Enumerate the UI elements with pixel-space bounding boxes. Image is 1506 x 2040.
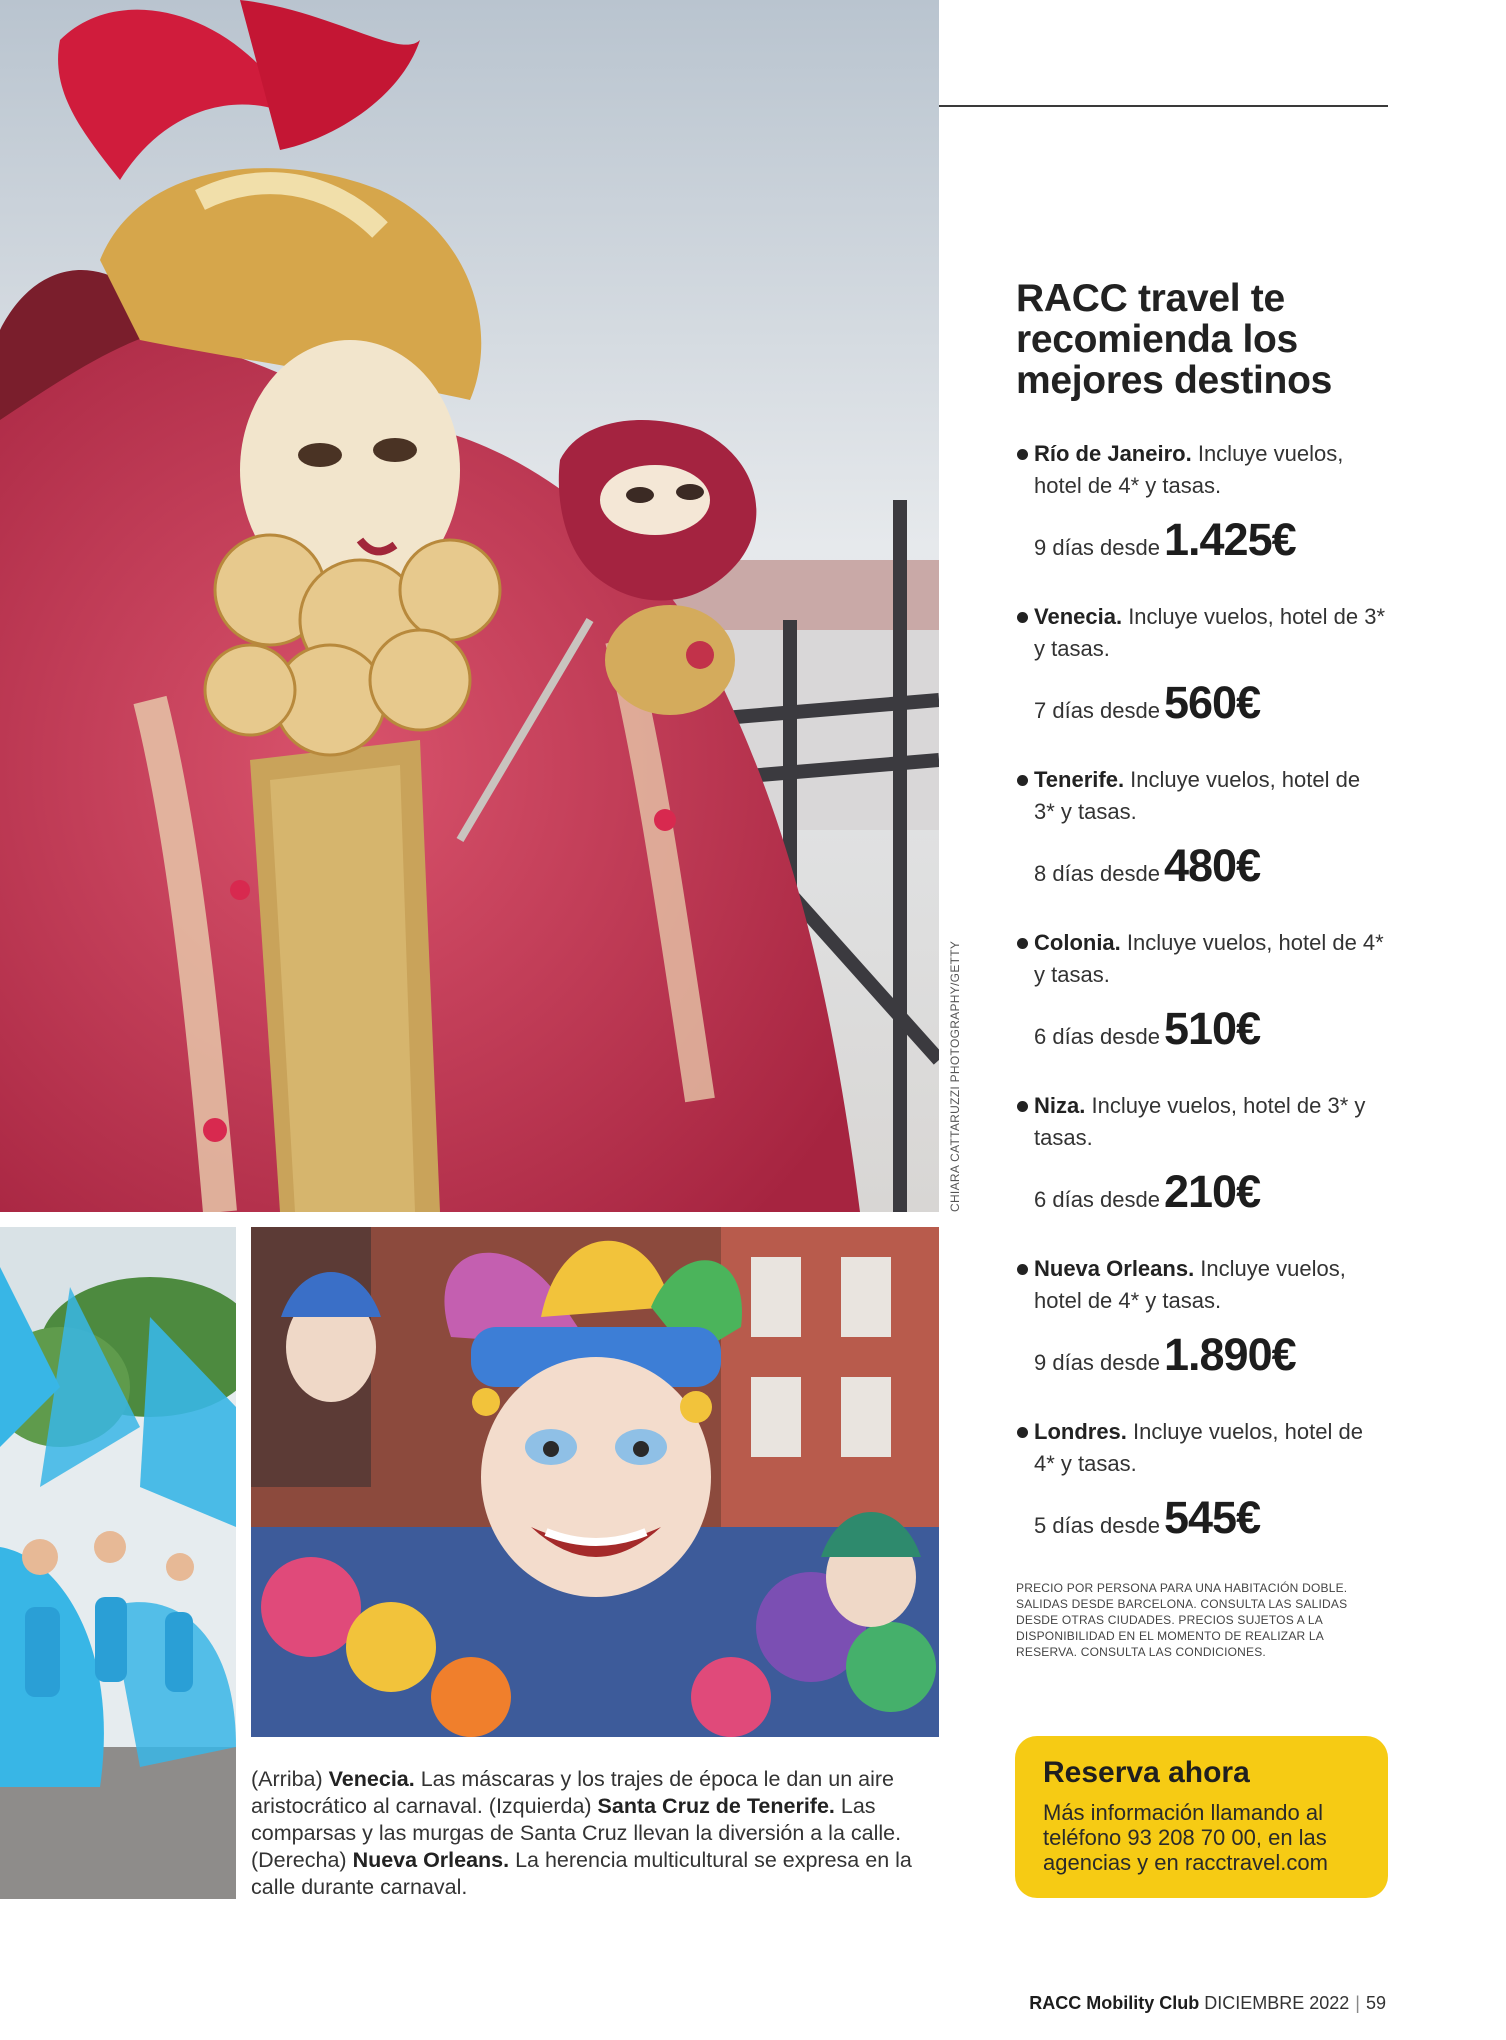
destination-description bbox=[1016, 601, 1386, 665]
destination-price-line bbox=[1016, 1492, 1386, 1544]
photo-venice-carnival bbox=[0, 0, 939, 1212]
destination-description bbox=[1016, 764, 1386, 828]
destination-rio bbox=[1016, 438, 1386, 566]
destination-price-line bbox=[1016, 1329, 1386, 1381]
destination-description bbox=[1016, 1090, 1386, 1154]
destination-desc-text: Incluye vuelos, hotel de 3* y tasas. bbox=[1034, 1093, 1366, 1150]
bullet-icon bbox=[1017, 775, 1028, 786]
caption-text-3: La herencia multicultural se expresa en la calle durante carnaval. bbox=[251, 1848, 912, 1899]
destination-name: Niza. bbox=[1034, 1093, 1086, 1118]
photo-tenerife-carnival bbox=[0, 1227, 236, 1899]
destination-venecia bbox=[1016, 601, 1386, 729]
page-footer bbox=[1029, 1993, 1386, 2014]
bullet-icon bbox=[1017, 612, 1028, 623]
destination-price: 1.890€ bbox=[1163, 1329, 1296, 1380]
destination-days: 9 días desde bbox=[1034, 535, 1160, 560]
destination-price: 560€ bbox=[1163, 677, 1261, 728]
destination-nueva-orleans bbox=[1016, 1253, 1386, 1381]
nola-jester-illustration bbox=[251, 1227, 939, 1737]
destination-desc-text: Incluye vuelos, hotel de 4* y tasas. bbox=[1034, 441, 1344, 498]
cta-text: Más información llamando al teléfono 93 208 70 00, en las agencias y en racctravel.com bbox=[1043, 1800, 1328, 1875]
destination-days: 5 días desde bbox=[1034, 1513, 1160, 1538]
destination-days: 9 días desde bbox=[1034, 1350, 1160, 1375]
destination-name: Río de Janeiro. bbox=[1034, 441, 1192, 466]
bullet-icon bbox=[1017, 1101, 1028, 1112]
tenerife-dancers-illustration bbox=[0, 1227, 236, 1899]
venice-mask-illustration bbox=[0, 0, 939, 1212]
destination-description bbox=[1016, 1253, 1386, 1317]
destination-description bbox=[1016, 438, 1386, 502]
caption-place-nueva-orleans: Nueva Orleans. bbox=[352, 1848, 510, 1872]
destination-price-line bbox=[1016, 677, 1386, 729]
caption-text-2: Las comparsas y las murgas de Santa Cruz llevan la diversión a la calle. (Derecha) bbox=[251, 1794, 902, 1872]
destination-price-line bbox=[1016, 1166, 1386, 1218]
destination-price: 480€ bbox=[1163, 840, 1261, 891]
cta-title: Reserva ahora bbox=[1043, 1756, 1250, 1789]
caption-place-tenerife: Santa Cruz de Tenerife. bbox=[597, 1794, 835, 1818]
destination-price-line bbox=[1016, 514, 1386, 566]
destination-description bbox=[1016, 927, 1386, 991]
footer-separator: | bbox=[1355, 1993, 1360, 2013]
sidebar-title: RACC travel te recomienda los mejores destinos bbox=[1016, 277, 1332, 402]
destination-days: 8 días desde bbox=[1034, 861, 1160, 886]
bullet-icon bbox=[1017, 449, 1028, 460]
reserva-ahora-box bbox=[1015, 1736, 1388, 1898]
destination-days: 6 días desde bbox=[1034, 1024, 1160, 1049]
destination-price-line bbox=[1016, 840, 1386, 892]
caption-text-1: Las máscaras y los trajes de época le dan un aire aristocrático al carnaval. (Izquierda) bbox=[251, 1767, 894, 1818]
destination-name: Tenerife. bbox=[1034, 767, 1125, 792]
destination-days: 7 días desde bbox=[1034, 698, 1160, 723]
photo-nueva-orleans-carnival bbox=[251, 1227, 939, 1737]
bullet-icon bbox=[1017, 1264, 1028, 1275]
destination-name: Venecia. bbox=[1034, 604, 1123, 629]
footer-brand: RACC Mobility Club bbox=[1029, 1993, 1200, 2013]
destination-desc-text: Incluye vuelos, hotel de 4* y tasas. bbox=[1034, 1419, 1363, 1476]
bullet-icon bbox=[1017, 938, 1028, 949]
page-number: 59 bbox=[1365, 1993, 1386, 2013]
destination-tenerife bbox=[1016, 764, 1386, 892]
bullet-icon bbox=[1017, 1427, 1028, 1438]
destination-desc-text: Incluye vuelos, hotel de 4* y tasas. bbox=[1034, 930, 1384, 987]
destination-desc-text: Incluye vuelos, hotel de 3* y tasas. bbox=[1034, 604, 1386, 661]
destination-price: 510€ bbox=[1163, 1003, 1261, 1054]
destination-name: Colonia. bbox=[1034, 930, 1121, 955]
destination-niza bbox=[1016, 1090, 1386, 1218]
destination-days: 6 días desde bbox=[1034, 1187, 1160, 1212]
caption-place-venecia: Venecia. bbox=[328, 1767, 415, 1791]
destination-description bbox=[1016, 1416, 1386, 1480]
price-disclaimer: PRECIO POR PERSONA PARA UNA HABITACIÓN DOBLE. SALIDAS DESDE BARCELONA. CONSULTA LAS SALIDAS DESDE OTRAS CIUDADES. PRECIOS SUJETOS A LA DISPONIBILIDAD EN EL MOMENTO DE REALIZAR LA RESERVA. CONSULTA LAS CONDICIONES. bbox=[1016, 1581, 1348, 1659]
footer-issue: DICIEMBRE 2022 bbox=[1204, 1993, 1350, 2013]
destination-price: 1.425€ bbox=[1163, 514, 1296, 565]
photo-credit: CHIARA CATTARUZZI PHOTOGRAPHY/GETTY bbox=[948, 940, 962, 1212]
destination-desc-text: Incluye vuelos, hotel de 4* y tasas. bbox=[1034, 1256, 1346, 1313]
destination-price: 545€ bbox=[1163, 1492, 1261, 1543]
photo-caption bbox=[251, 1766, 941, 1901]
destination-price: 210€ bbox=[1163, 1166, 1261, 1217]
caption-label-arriba: (Arriba) bbox=[251, 1767, 329, 1791]
destination-londres bbox=[1016, 1416, 1386, 1544]
destination-name: Nueva Orleans. bbox=[1034, 1256, 1195, 1281]
destination-colonia bbox=[1016, 927, 1386, 1055]
destination-price-line bbox=[1016, 1003, 1386, 1055]
destination-desc-text: Incluye vuelos, hotel de 3* y tasas. bbox=[1034, 767, 1361, 824]
destination-name: Londres. bbox=[1034, 1419, 1127, 1444]
